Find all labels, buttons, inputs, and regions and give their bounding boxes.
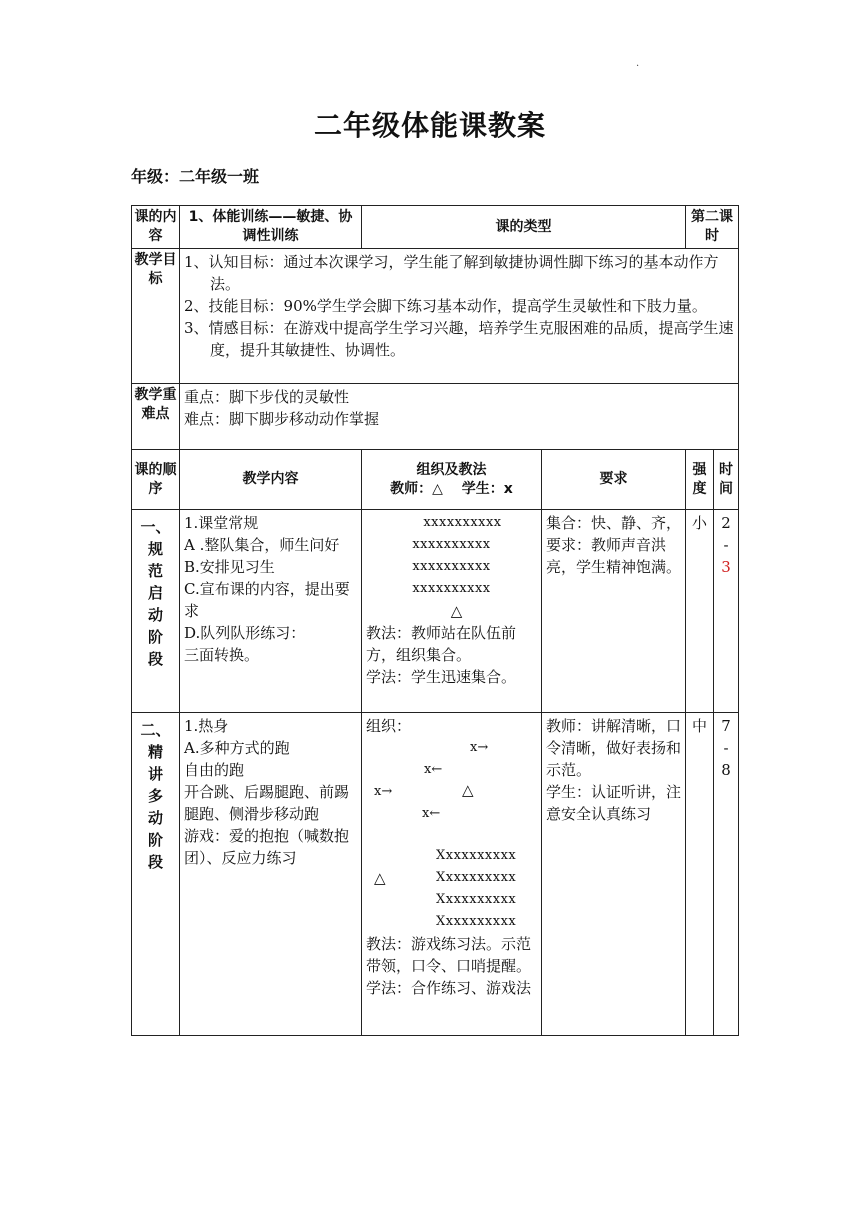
content-line: D.队列队形练习： xyxy=(184,624,306,642)
objective-item: 3、情感目标：在游戏中提高学生学习兴趣，培养学生克服困难的品质，提高学生速度，提升其敏捷性、协调性。 xyxy=(184,319,734,359)
stage-1-name: 一、 规 范 启 动 阶 段 xyxy=(132,510,180,713)
grade-line: 年级：二年级一班 xyxy=(131,167,260,186)
content-header: 教学内容 xyxy=(180,450,362,510)
runner-right: x→ xyxy=(374,784,393,799)
lesson-type-label: 课的类型 xyxy=(362,206,686,249)
content-line: 自由的跑 xyxy=(184,761,245,779)
stage-2-time: 7 - 8 xyxy=(714,713,739,1036)
formation-row: Xxxxxxxxxx xyxy=(436,870,517,885)
org-header xyxy=(362,450,542,510)
stage-2-requirements xyxy=(542,713,686,1036)
stage-2-organization xyxy=(362,713,542,1036)
header-mark: . xyxy=(636,58,640,69)
key-point: 重点：脚下步伐的灵敏性 xyxy=(184,388,350,406)
column-header-row xyxy=(132,450,739,510)
objectives-label: 教学目标 xyxy=(132,249,180,384)
formation-row: xxxxxxxxxx xyxy=(423,515,502,530)
stage-1-intensity: 小 xyxy=(686,510,714,713)
teacher-marker: △ xyxy=(374,869,386,887)
objectives-row xyxy=(132,249,739,384)
intensity-header: 强度 xyxy=(686,450,714,510)
stage-1-requirements xyxy=(542,510,686,713)
lesson-plan-table xyxy=(131,205,739,1036)
page-title: 二年级体能课教案 xyxy=(313,109,546,142)
content-line: 游戏：爱的抱抱（喊数抱团）、反应力练习 xyxy=(184,827,350,867)
content-line: 1.课堂常规 xyxy=(184,514,259,532)
org-legend: 教师：△ 学生：x xyxy=(390,480,513,497)
content-row xyxy=(132,206,739,249)
learning-method: 学法：合作练习、游戏法 xyxy=(366,979,532,997)
difficult-point: 难点：脚下脚步移动动作掌握 xyxy=(184,410,380,428)
org-label: 组织： xyxy=(366,717,412,735)
content-line: B.安排见习生 xyxy=(184,558,275,576)
game-diagram xyxy=(366,845,537,933)
teacher-marker: △ xyxy=(462,781,474,799)
formation-row: xxxxxxxxxx xyxy=(412,559,491,574)
runner-left: x← xyxy=(422,806,441,821)
teacher-marker: △ xyxy=(450,602,463,620)
content-line: A .整队集合，师生问好 xyxy=(184,536,340,554)
key-points-row xyxy=(132,384,739,450)
lesson-type-value: 第二课时 xyxy=(686,206,739,249)
stage-1-content xyxy=(180,510,362,713)
content-label: 课的内容 xyxy=(132,206,180,249)
key-points-label: 教学重难点 xyxy=(132,384,180,450)
objective-item: 1、认知目标：通过本次课学习，学生能了解到敏捷协调性脚下练习的基本动作方法。 xyxy=(184,253,719,293)
formation-row: Xxxxxxxxxx xyxy=(436,892,517,907)
requirement-line: 要求：教师声音洪亮，学生精神饱满。 xyxy=(546,536,682,576)
stage-row xyxy=(132,713,739,1036)
stage-2-content xyxy=(180,713,362,1036)
content-line: 三面转换。 xyxy=(184,646,260,664)
org-title: 组织及教法 xyxy=(416,461,487,478)
runner-right: x→ xyxy=(470,740,489,755)
objective-item: 2、技能目标：90%学生学会脚下练习基本动作，提高学生灵敏性和下肢力量。 xyxy=(184,297,707,315)
content-line: 1.热身 xyxy=(184,717,229,735)
requirement-line: 教师：讲解清晰，口令清晰，做好表扬和示范。 xyxy=(546,717,682,779)
objectives-cell xyxy=(180,249,739,384)
stage-1-organization xyxy=(362,510,542,713)
content-line: C.宣布课的内容，提出要求 xyxy=(184,580,350,620)
teaching-method: 教法：教师站在队伍前方，组织集合。 xyxy=(366,624,517,664)
requirement-line: 学生：认证听讲，注意安全认真练习 xyxy=(546,783,682,823)
formation-row: Xxxxxxxxxx xyxy=(436,848,517,863)
formation-row: Xxxxxxxxxx xyxy=(436,914,517,929)
formation-row: xxxxxxxxxx xyxy=(412,537,491,552)
runner-left: x← xyxy=(424,762,443,777)
stage-row xyxy=(132,510,739,713)
stage-2-intensity: 中 xyxy=(686,713,714,1036)
stage-2-name: 二、 精 讲 多 动 阶 段 xyxy=(132,713,180,1036)
content-line: 开合跳、后踢腿跑、前踢腿跑、侧滑步移动跑 xyxy=(184,783,350,823)
requirement-line: 集合：快、静、齐， xyxy=(546,514,682,532)
learning-method: 学法：学生迅速集合。 xyxy=(366,668,517,686)
requirement-header: 要求 xyxy=(542,450,686,510)
formation-row: xxxxxxxxxx xyxy=(412,581,491,596)
content-line: A.多种方式的跑 xyxy=(184,739,290,757)
stage-1-time: 2 - 3 xyxy=(714,510,739,713)
time-header: 时间 xyxy=(714,450,739,510)
teaching-method: 教法：游戏练习法。示范带领，口令、口哨提醒。 xyxy=(366,935,532,975)
order-header: 课的顺序 xyxy=(132,450,180,510)
key-points-cell xyxy=(180,384,739,450)
lesson-content: 1、体能训练——敏捷、协调性训练 xyxy=(180,206,362,249)
